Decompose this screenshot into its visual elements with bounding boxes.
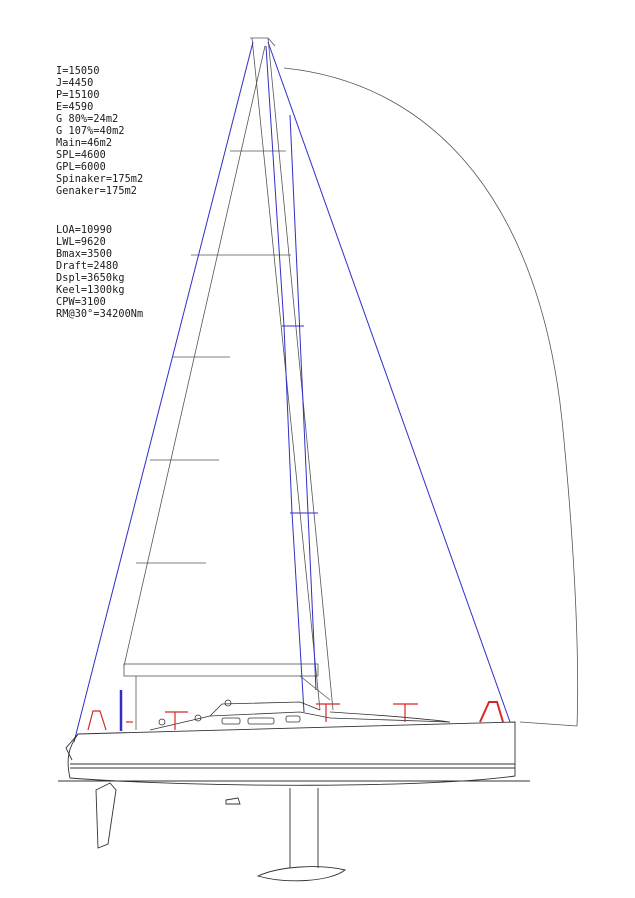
masthead [250, 38, 275, 46]
winch [225, 700, 231, 706]
diagonal-shroud [266, 46, 304, 712]
spec-draft: Draft=2480 [56, 261, 119, 272]
spec-keel: Keel=1300kg [56, 285, 125, 296]
spec-loa: LOA=10990 [56, 225, 113, 236]
rudder-blade [96, 783, 116, 848]
cockpit-coaming [330, 712, 450, 722]
spinnaker-outline [284, 68, 578, 726]
winch [159, 719, 165, 725]
stern-pulpit [480, 702, 503, 722]
backstay [268, 42, 510, 722]
spec-spl: SPL=4600 [56, 150, 106, 161]
spec-i: I=15050 [56, 66, 100, 77]
spec-e: E=4590 [56, 102, 94, 113]
hull-outline [68, 722, 515, 785]
keel-fin [290, 788, 318, 868]
bow-pulpit [88, 711, 106, 730]
porthole [286, 716, 300, 722]
spec-main: Main=46m2 [56, 138, 113, 149]
spec-cpw: CPW=3100 [56, 297, 106, 308]
mainsail-leech [124, 46, 265, 666]
spec-g80: G 80%=24m2 [56, 114, 119, 125]
spec-p: P=15100 [56, 90, 100, 101]
spec-rm: RM@30°=34200Nm [56, 309, 144, 320]
spec-j: J=4450 [56, 78, 94, 89]
porthole [248, 718, 274, 724]
cap-shroud [290, 115, 316, 690]
spec-lwl: LWL=9620 [56, 237, 106, 248]
spec-gpl: GPL=6000 [56, 162, 106, 173]
spec-spinaker: Spinaker=175m2 [56, 174, 144, 185]
spec-bmax: Bmax=3500 [56, 249, 113, 260]
hull [58, 722, 530, 785]
rig-specs [56, 66, 143, 197]
spec-g107: G 107%=40m2 [56, 126, 125, 137]
mast-aft-edge [268, 38, 333, 710]
porthole [222, 718, 240, 724]
vang [300, 676, 330, 700]
saildrive [226, 798, 240, 804]
spinnaker-leech [284, 68, 578, 726]
rudder [96, 783, 116, 848]
spec-dspl: Dspl=3650kg [56, 273, 125, 284]
bow-profile [66, 734, 78, 760]
keel-bulb [258, 867, 345, 881]
spec-genaker: Genaker=175m2 [56, 186, 138, 197]
keel [226, 788, 345, 881]
rigging [74, 42, 510, 742]
spinnaker-foot [520, 722, 577, 726]
boom [124, 664, 318, 676]
hull-specs [56, 225, 143, 320]
